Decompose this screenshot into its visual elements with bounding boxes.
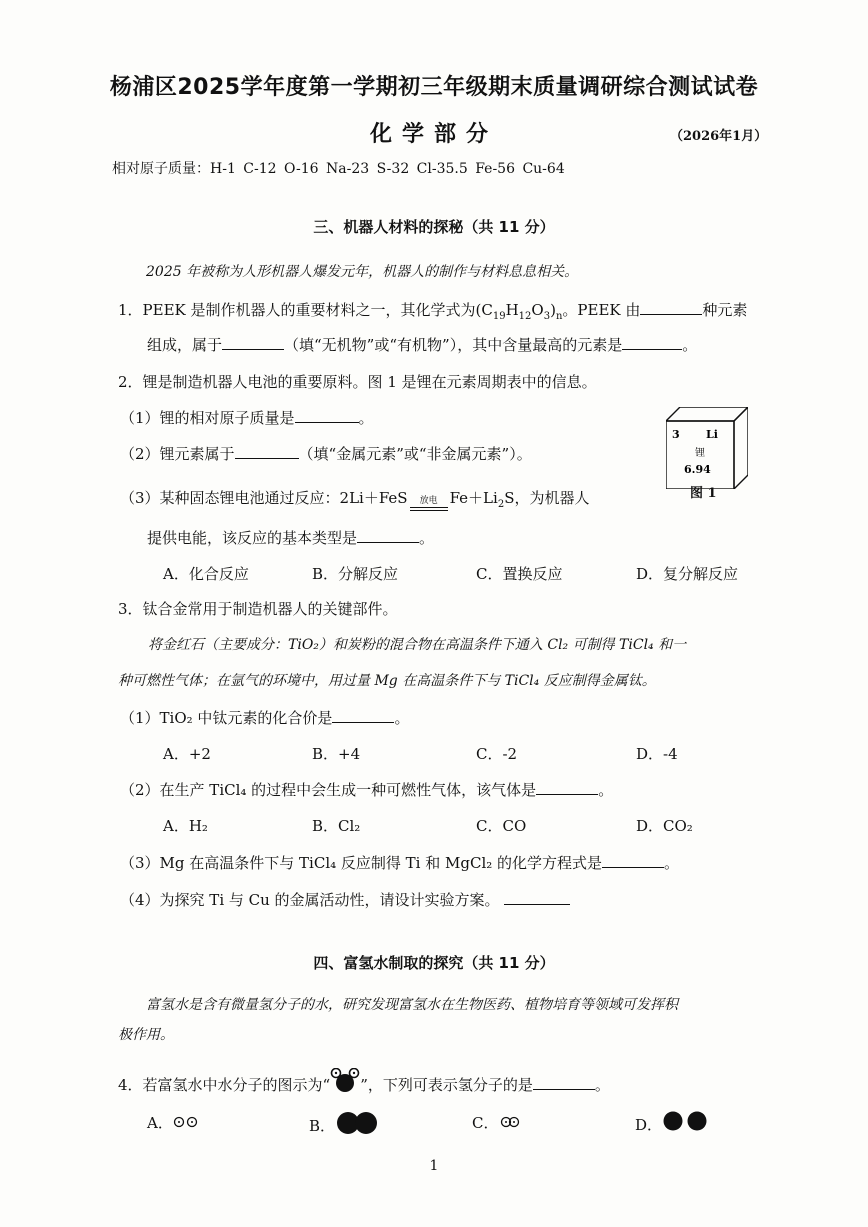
q3-3-b: 。 bbox=[664, 854, 680, 872]
question-2-1 bbox=[120, 407, 374, 428]
q3-1-a: （1）TiO₂ 中钛元素的化合价是 bbox=[120, 709, 333, 727]
reaction-condition: 放电 bbox=[419, 496, 438, 506]
answer-blank[interactable] bbox=[295, 408, 359, 423]
answer-blank[interactable] bbox=[504, 890, 570, 905]
answer-blank[interactable] bbox=[332, 708, 394, 723]
question-2-stem: 2．锂是制造机器人电池的重要原料。图 1 是锂在元素周期表中的信息。 bbox=[118, 373, 597, 391]
q3-2-b: 。 bbox=[598, 781, 614, 799]
answer-blank[interactable] bbox=[640, 300, 702, 315]
q4-b: ”，下列可表示氢分子的是 bbox=[360, 1076, 533, 1094]
question-3-intro-2: 种可燃性气体；在氩气的环境中，用过量 Mg 在高温条件下与 TiCl₄ 反应制得金属钛。 bbox=[118, 673, 656, 689]
figure-caption: 图 1 bbox=[690, 486, 717, 501]
q2-2-b: （填“金属元素”或“非金属元素”）。 bbox=[298, 445, 532, 463]
reaction-arrow bbox=[408, 493, 450, 506]
option-a[interactable] bbox=[147, 1112, 201, 1133]
water-molecule-icon bbox=[330, 1068, 360, 1094]
section-4-heading: 四、富氢水制取的探究（共 11 分） bbox=[313, 954, 555, 972]
option-b-label: B． bbox=[309, 1117, 336, 1135]
q1-text-b: ) bbox=[550, 301, 556, 319]
q1-sub-h: 12 bbox=[518, 311, 532, 322]
q3-3-a: （3）Mg 在高温条件下与 TiCl₄ 反应制得 Ti 和 MgCl₂ 的化学方程式是 bbox=[120, 854, 603, 872]
option-a[interactable]: A．化合反应 bbox=[163, 565, 249, 583]
question-1-line-2 bbox=[147, 334, 697, 355]
answer-blank[interactable] bbox=[357, 528, 419, 543]
option-d[interactable]: D．-4 bbox=[636, 745, 678, 763]
option-b[interactable]: B．分解反应 bbox=[312, 565, 399, 583]
hydrogen-molecule-icon bbox=[498, 1115, 526, 1129]
option-c[interactable]: C．CO bbox=[476, 817, 527, 835]
section-4-intro-2: 极作用。 bbox=[118, 1027, 174, 1043]
q1-o: O bbox=[531, 301, 544, 319]
q4-a: 4．若富氢水中水分子的图示为“ bbox=[118, 1076, 331, 1094]
q3-2-a: （2）在生产 TiCl₄ 的过程中会生成一种可燃性气体，该气体是 bbox=[120, 781, 537, 799]
question-2-3-line-2 bbox=[147, 527, 434, 548]
lithium-element-figure bbox=[666, 407, 748, 489]
element-name: 锂 bbox=[695, 448, 705, 459]
option-d[interactable] bbox=[635, 1110, 710, 1135]
two-separate-hydrogen-atoms-icon bbox=[173, 1115, 201, 1129]
option-d-label: D． bbox=[635, 1116, 663, 1134]
question-3-1 bbox=[120, 707, 409, 728]
q2-3-a: （3）某种固态锂电池通过反应：2Li＋FeS bbox=[120, 489, 408, 507]
q1-sub-c: 19 bbox=[492, 311, 506, 322]
exam-title: 杨浦区2025学年度第一学期初三年级期末质量调研综合测试试卷 bbox=[109, 75, 759, 100]
option-a-label: A． bbox=[147, 1114, 173, 1132]
option-d[interactable]: D．复分解反应 bbox=[636, 565, 739, 583]
option-c-label: C． bbox=[472, 1114, 499, 1132]
question-2-3 bbox=[120, 487, 589, 510]
two-separate-large-atoms-icon bbox=[662, 1110, 710, 1134]
answer-blank[interactable] bbox=[536, 780, 598, 795]
section-3-heading: 三、机器人材料的探秘（共 11 分） bbox=[313, 218, 555, 236]
option-b[interactable] bbox=[309, 1110, 381, 1136]
option-b[interactable]: B．Cl₂ bbox=[312, 817, 361, 835]
option-c[interactable] bbox=[472, 1112, 526, 1133]
q1-line2-b: （填“无机物”或“有机物”），其中含量最高的元素是 bbox=[284, 336, 623, 354]
q3-4-text: （4）为探究 Ti 与 Cu 的金属活动性，请设计实验方案。 bbox=[120, 891, 500, 909]
question-3-stem: 3．钛合金常用于制造机器人的关键部件。 bbox=[118, 600, 398, 618]
q2-1-a: （1）锂的相对原子质量是 bbox=[120, 409, 295, 427]
atomic-masses: 相对原子质量：H-1 C-12 O-16 Na-23 S-32 Cl-35.5 Fe-56 Cu-64 bbox=[112, 161, 565, 177]
option-c[interactable]: C．置换反应 bbox=[476, 565, 563, 583]
exam-date: （2026年1月） bbox=[670, 129, 768, 144]
q3-1-b: 。 bbox=[394, 709, 410, 727]
question-1-line-1 bbox=[118, 299, 747, 322]
question-2-2 bbox=[120, 443, 532, 464]
question-3-2 bbox=[120, 779, 613, 800]
option-a[interactable]: A．H₂ bbox=[163, 817, 208, 835]
atomic-mass: 6.94 bbox=[684, 463, 711, 476]
q1-h: H bbox=[505, 301, 519, 319]
q2-1-b: 。 bbox=[358, 409, 374, 427]
q2-3-c: S，为机器人 bbox=[504, 489, 590, 507]
option-b[interactable]: B．+4 bbox=[312, 745, 361, 763]
q4-c: 。 bbox=[594, 1076, 610, 1094]
answer-blank[interactable] bbox=[235, 444, 299, 459]
option-a[interactable]: A．+2 bbox=[163, 745, 211, 763]
answer-blank[interactable] bbox=[602, 853, 664, 868]
q1-text-a: 1．PEEK 是制作机器人的重要材料之一，其化学式为(C bbox=[118, 301, 493, 319]
q2-3-line2-a: 提供电能，该反应的基本类型是 bbox=[147, 529, 358, 547]
atomic-number: 3 bbox=[672, 428, 680, 441]
q1-text-c: 。PEEK 由 bbox=[562, 301, 641, 319]
question-3-intro-1: 将金红石（主要成分：TiO₂）和炭粉的混合物在高温条件下通入 Cl₂ 可制得 TiCl₄ 和一 bbox=[148, 637, 687, 653]
q1-line2-c: 。 bbox=[682, 336, 698, 354]
page-number: 1 bbox=[429, 1158, 439, 1174]
subject-title: 化学部分 bbox=[369, 122, 498, 147]
question-3-4 bbox=[120, 889, 570, 910]
bonded-large-atoms-icon bbox=[335, 1110, 381, 1136]
q1-sub-n: n bbox=[555, 311, 563, 322]
answer-blank[interactable] bbox=[622, 335, 682, 350]
answer-blank[interactable] bbox=[222, 335, 284, 350]
box-side bbox=[734, 407, 748, 489]
q1-line2-a: 组成，属于 bbox=[147, 336, 223, 354]
question-4 bbox=[118, 1068, 610, 1095]
answer-blank[interactable] bbox=[533, 1075, 595, 1090]
q1-text-d: 种元素 bbox=[702, 301, 748, 319]
q2-3-line2-b: 。 bbox=[419, 529, 435, 547]
element-symbol: Li bbox=[706, 428, 718, 441]
q2-3-sub: 2 bbox=[497, 499, 505, 510]
option-d[interactable]: D．CO₂ bbox=[636, 817, 693, 835]
option-c[interactable]: C．-2 bbox=[476, 745, 518, 763]
section-4-intro-1: 富氢水是含有微量氢分子的水，研究发现富氢水在生物医药、植物培育等领域可发挥积 bbox=[146, 997, 678, 1013]
question-3-3 bbox=[120, 852, 679, 873]
section-3-intro: 2025 年被称为人形机器人爆发元年，机器人的制作与材料息息相关。 bbox=[146, 264, 579, 280]
q2-2-a: （2）锂元素属于 bbox=[120, 445, 235, 463]
q2-3-b: Fe＋Li bbox=[449, 489, 498, 507]
q1-sub-o: 3 bbox=[543, 311, 551, 322]
